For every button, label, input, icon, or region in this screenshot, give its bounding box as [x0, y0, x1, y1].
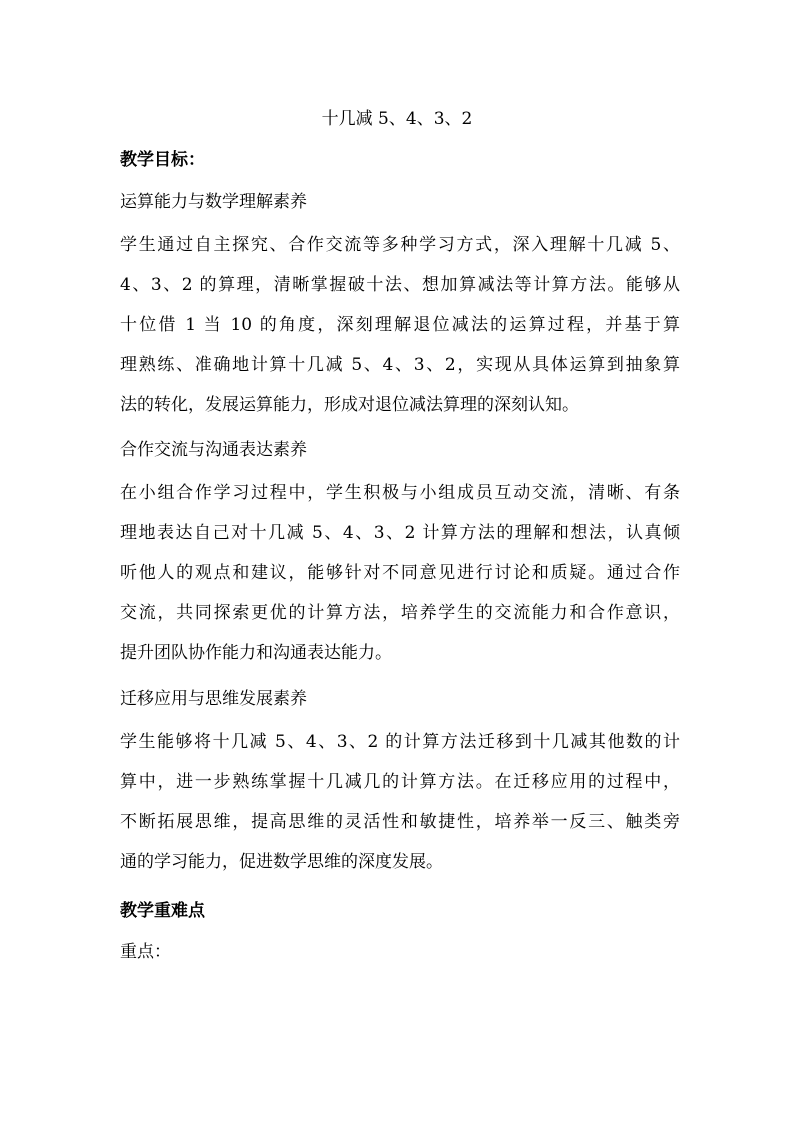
- paragraph-line: 通的学习能力，促进数学思维的深度发展。: [120, 852, 443, 872]
- paragraph-line: 在小组合作学习过程中，学生积极与小组成员互动交流，清晰、有条: [120, 483, 680, 503]
- paragraph-line: 学生通过自主探究、合作交流等多种学习方式，深入理解十几减 5、: [120, 235, 680, 255]
- section-heading-teaching-goals: 教学目标：: [120, 150, 205, 170]
- paragraph-line: 4、3、2 的算理，清晰掌握破十法、想加算减法等计算方法。能够从: [120, 275, 680, 295]
- paragraph-line: 交流，共同探索更优的计算方法，培养学生的交流能力和合作意识，: [120, 603, 680, 623]
- paragraph-line: 算中，进一步熟练掌握十几减几的计算方法。在迁移应用的过程中，: [120, 772, 680, 792]
- paragraph-computing-ability: [120, 225, 680, 425]
- subheading-key-point: 重点：: [120, 942, 171, 962]
- paragraph-line: 理地表达自己对十几减 5、4、3、2 计算方法的理解和想法，认真倾: [120, 523, 680, 543]
- paragraph-transfer: [120, 722, 680, 882]
- paragraph-line: 听他人的观点和建议，能够针对不同意见进行讨论和质疑。通过合作: [120, 563, 680, 583]
- document-title: 十几减 5、4、3、2: [321, 109, 473, 129]
- subheading-computing-ability: 运算能力与数学理解素养: [120, 192, 307, 212]
- paragraph-line: 提升团队协作能力和沟通表达能力。: [120, 643, 392, 663]
- paragraph-line: 十位借 1 当 10 的角度，深刻理解退位减法的运算过程，并基于算: [120, 315, 680, 335]
- subheading-cooperation: 合作交流与沟通表达素养: [120, 440, 307, 460]
- subheading-transfer: 迁移应用与思维发展素养: [120, 689, 307, 709]
- paragraph-cooperation: [120, 473, 680, 673]
- paragraph-line: 理熟练、准确地计算十几减 5、4、3、2，实现从具体运算到抽象算: [120, 355, 680, 375]
- section-heading-key-points: 教学重难点: [120, 901, 205, 921]
- paragraph-line: 不断拓展思维，提高思维的灵活性和敏捷性，培养举一反三、触类旁: [120, 812, 680, 832]
- paragraph-line: 学生能够将十几减 5、4、3、2 的计算方法迁移到十几减其他数的计: [120, 732, 680, 752]
- paragraph-line: 法的转化，发展运算能力，形成对退位减法算理的深刻认知。: [120, 395, 579, 415]
